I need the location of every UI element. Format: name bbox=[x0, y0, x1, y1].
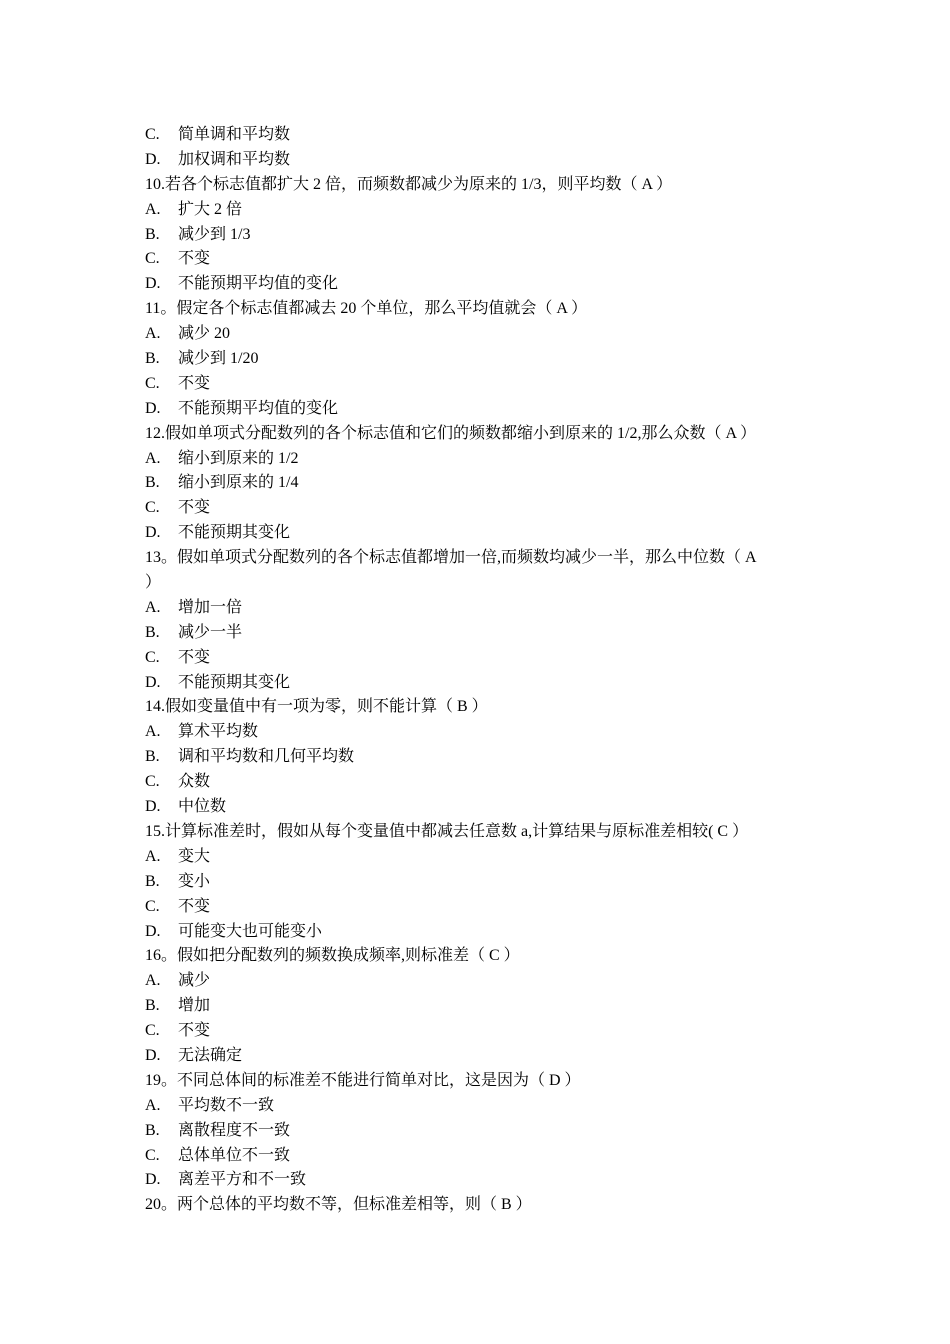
option-text: 不变 bbox=[178, 897, 211, 915]
option-letter: D. bbox=[145, 150, 161, 168]
option-line bbox=[145, 223, 815, 248]
option-letter: A. bbox=[145, 325, 161, 343]
option-line bbox=[145, 372, 815, 397]
option-line bbox=[145, 247, 815, 272]
option-line bbox=[145, 795, 815, 820]
option-letter: C. bbox=[145, 250, 160, 268]
option-line bbox=[145, 471, 815, 496]
option-line bbox=[145, 646, 815, 671]
option-line bbox=[145, 920, 815, 945]
option-letter: B. bbox=[145, 474, 160, 492]
option-text: 算术平均数 bbox=[178, 723, 259, 741]
option-line bbox=[145, 272, 815, 297]
option-line bbox=[145, 1168, 815, 1193]
option-text: 不变 bbox=[178, 1022, 211, 1040]
option-line bbox=[145, 770, 815, 795]
option-text: 不能预期平均值的变化 bbox=[178, 399, 339, 417]
option-line bbox=[145, 521, 815, 546]
option-line bbox=[145, 1044, 815, 1069]
option-letter: D. bbox=[145, 1171, 161, 1189]
option-text: 缩小到原来的 1/4 bbox=[178, 474, 299, 492]
option-text: 不能预期其变化 bbox=[178, 524, 291, 542]
question-line: 10.若各个标志值都扩大 2 倍，而频数都减少为原来的 1/3，则平均数（ A ） bbox=[145, 175, 673, 193]
option-text: 可能变大也可能变小 bbox=[178, 922, 323, 940]
option-text: 无法确定 bbox=[178, 1046, 243, 1064]
option-letter: B. bbox=[145, 872, 160, 890]
option-line bbox=[145, 1094, 815, 1119]
option-line bbox=[145, 1019, 815, 1044]
question-line: 20。两个总体的平均数不等，但标准差相等，则（ B ） bbox=[145, 1196, 532, 1214]
option-letter: B. bbox=[145, 225, 160, 243]
option-letter: D. bbox=[145, 673, 161, 691]
option-text: 不能预期其变化 bbox=[178, 673, 291, 691]
option-letter: D. bbox=[145, 798, 161, 816]
option-letter: C. bbox=[145, 1022, 160, 1040]
option-text: 简单调和平均数 bbox=[178, 126, 291, 143]
option-letter: B. bbox=[145, 623, 160, 641]
option-line bbox=[145, 198, 815, 223]
option-letter: A. bbox=[145, 723, 161, 741]
option-letter: A. bbox=[145, 972, 161, 990]
option-letter: D. bbox=[145, 399, 161, 417]
option-line bbox=[145, 621, 815, 646]
option-line bbox=[145, 895, 815, 920]
option-letter: D. bbox=[145, 275, 161, 293]
option-letter: B. bbox=[145, 1121, 160, 1139]
option-text: 变小 bbox=[178, 872, 211, 890]
option-letter: C. bbox=[145, 1146, 160, 1164]
document-page bbox=[145, 123, 815, 1218]
option-line bbox=[145, 322, 815, 347]
option-line bbox=[145, 596, 815, 621]
option-line bbox=[145, 1119, 815, 1144]
option-letter: D. bbox=[145, 922, 161, 940]
option-letter: C. bbox=[145, 126, 160, 143]
option-letter: C. bbox=[145, 499, 160, 517]
option-text: 不变 bbox=[178, 250, 211, 268]
question-line: 15.计算标准差时，假如从每个变量值中都减去任意数 a,计算结果与原标准差相较( C ） bbox=[145, 822, 749, 840]
option-letter: B. bbox=[145, 350, 160, 368]
option-text: 不变 bbox=[178, 499, 211, 517]
option-text: 缩小到原来的 1/2 bbox=[178, 449, 299, 467]
question-line: 13。假如单项式分配数列的各个标志值都增加一倍,而频数均减少一半，那么中位数（ A bbox=[145, 549, 757, 567]
option-text: 离差平方和不一致 bbox=[178, 1171, 307, 1189]
option-text: 减少 bbox=[178, 972, 211, 990]
option-text: 扩大 2 倍 bbox=[178, 200, 243, 218]
option-text: 加权调和平均数 bbox=[178, 150, 291, 168]
option-line bbox=[145, 745, 815, 770]
question-line: ） bbox=[145, 574, 162, 592]
option-line bbox=[145, 994, 815, 1019]
option-letter: A. bbox=[145, 847, 161, 865]
option-letter: D. bbox=[145, 1046, 161, 1064]
option-letter: C. bbox=[145, 773, 160, 791]
option-text: 减少一半 bbox=[178, 623, 243, 641]
option-text: 变大 bbox=[178, 847, 211, 865]
option-letter: D. bbox=[145, 524, 161, 542]
option-letter: A. bbox=[145, 1096, 161, 1114]
option-line bbox=[145, 347, 815, 372]
option-line bbox=[145, 123, 815, 148]
option-letter: A. bbox=[145, 598, 161, 616]
question-line: 11。假定各个标志值都减去 20 个单位，那么平均值就会（ A ） bbox=[145, 300, 588, 318]
question-line: 12.假如单项式分配数列的各个标志值和它们的频数都缩小到原来的 1/2,那么众数（ A ） bbox=[145, 424, 757, 442]
option-text: 不变 bbox=[178, 648, 211, 666]
option-line bbox=[145, 671, 815, 696]
option-text: 中位数 bbox=[178, 798, 227, 816]
option-letter: C. bbox=[145, 374, 160, 392]
option-text: 增加 bbox=[178, 997, 211, 1015]
option-line bbox=[145, 1144, 815, 1169]
option-line bbox=[145, 969, 815, 994]
option-letter: A. bbox=[145, 200, 161, 218]
option-line bbox=[145, 496, 815, 521]
option-text: 离散程度不一致 bbox=[178, 1121, 291, 1139]
option-letter: A. bbox=[145, 449, 161, 467]
option-line bbox=[145, 845, 815, 870]
option-text: 增加一倍 bbox=[178, 598, 243, 616]
option-letter: C. bbox=[145, 897, 160, 915]
option-letter: B. bbox=[145, 997, 160, 1015]
option-text: 总体单位不一致 bbox=[178, 1146, 291, 1164]
option-text: 减少到 1/20 bbox=[178, 350, 259, 368]
option-letter: B. bbox=[145, 748, 160, 766]
option-text: 平均数不一致 bbox=[178, 1096, 275, 1114]
question-line: 19。不同总体间的标准差不能进行简单对比，这是因为（ D ） bbox=[145, 1071, 581, 1089]
option-line bbox=[145, 447, 815, 472]
option-line bbox=[145, 720, 815, 745]
option-line bbox=[145, 148, 815, 173]
question-line: 16。假如把分配数列的频数换成频率,则标准差（ C ） bbox=[145, 947, 520, 965]
option-text: 减少 20 bbox=[178, 325, 231, 343]
option-text: 减少到 1/3 bbox=[178, 225, 251, 243]
option-text: 调和平均数和几何平均数 bbox=[178, 748, 355, 766]
option-letter: C. bbox=[145, 648, 160, 666]
question-line: 14.假如变量值中有一项为零，则不能计算（ B ） bbox=[145, 698, 488, 716]
option-text: 众数 bbox=[178, 773, 211, 791]
option-line bbox=[145, 870, 815, 895]
option-line bbox=[145, 397, 815, 422]
option-text: 不变 bbox=[178, 374, 211, 392]
option-text: 不能预期平均值的变化 bbox=[178, 275, 339, 293]
